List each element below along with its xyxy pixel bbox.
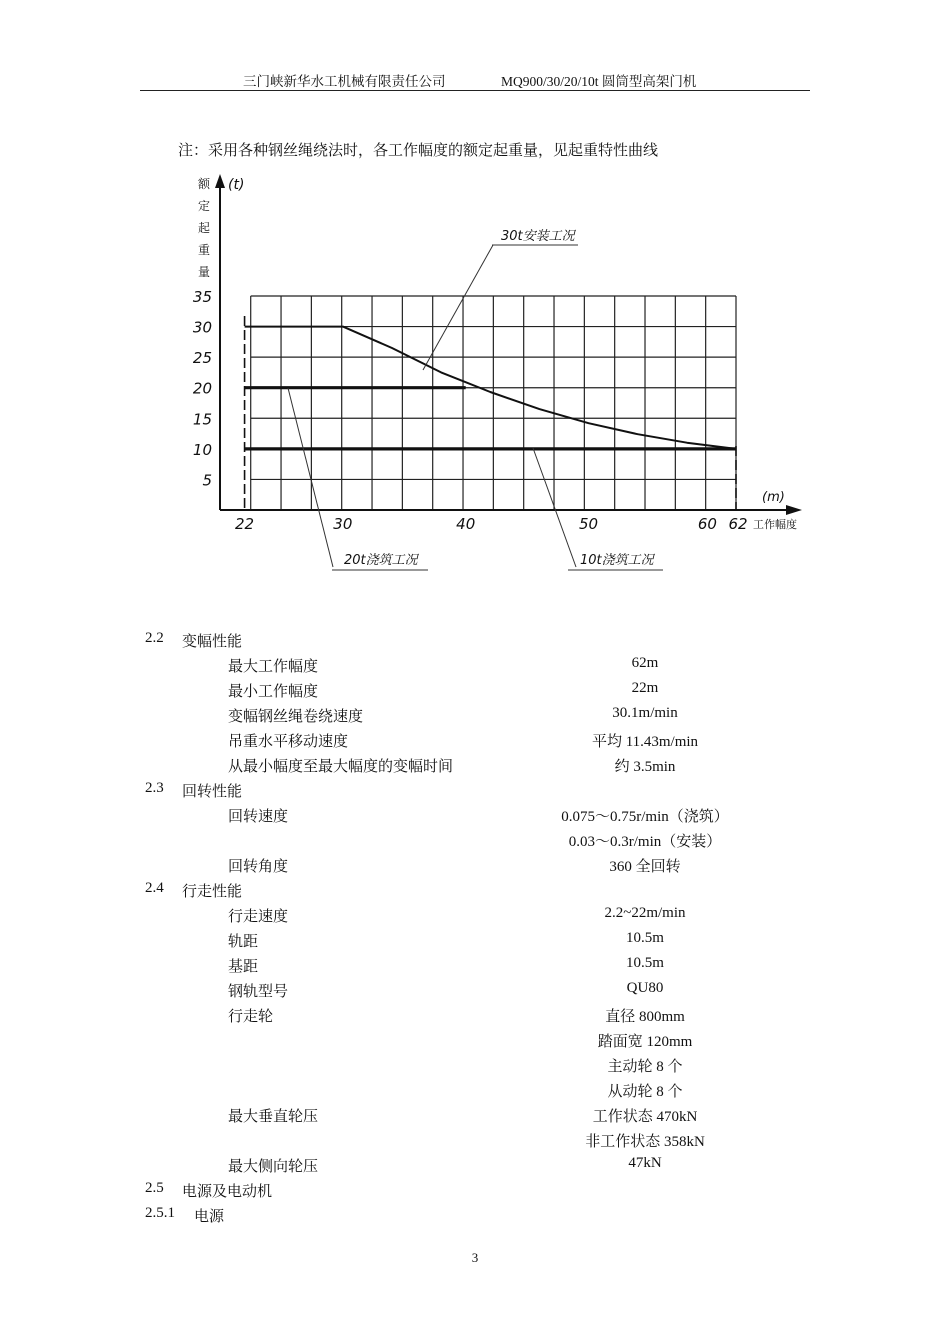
spec-value: 10.5m bbox=[626, 955, 664, 971]
spec-label: 回转角度 bbox=[228, 859, 289, 875]
spec-value: 工作状态 470kN bbox=[592, 1109, 698, 1125]
y-tick-label: 25 bbox=[192, 349, 212, 368]
y-tick-label: 20 bbox=[192, 379, 212, 398]
spec-value: 主动轮 8 个 bbox=[607, 1059, 683, 1075]
spec-value: 22m bbox=[631, 680, 659, 696]
spec-value: 0.03～0.3r/min（安装） bbox=[568, 834, 722, 850]
spec-value: 约 3.5min bbox=[614, 759, 676, 775]
section-title: 电源及电动机 bbox=[182, 1184, 273, 1200]
spec-value: 2.2~22m/min bbox=[604, 905, 686, 921]
spec-value: 47kN bbox=[628, 1155, 662, 1171]
series-label-10t: 10t浇筑工况 bbox=[580, 553, 654, 568]
spec-label: 吊重水平移动速度 bbox=[228, 734, 349, 750]
y-tick-label: 30 bbox=[192, 318, 212, 337]
chart-axes bbox=[215, 174, 802, 515]
x-tick-label: 50 bbox=[579, 515, 599, 533]
x-axis-label: 工作幅度 bbox=[753, 518, 797, 531]
spec-value: 0.075～0.75r/min（浇筑） bbox=[561, 809, 729, 825]
y-axis-label-char: 量 bbox=[197, 265, 211, 279]
section-number: 2.3 bbox=[145, 780, 164, 796]
section-title: 行走性能 bbox=[182, 884, 243, 900]
y-tick-label: 5 bbox=[202, 471, 212, 490]
spec-label: 从最小幅度至最大幅度的变幅时间 bbox=[228, 759, 454, 775]
spec-label: 行走轮 bbox=[228, 1009, 274, 1025]
x-axis-arrow bbox=[786, 505, 802, 515]
x-tick-label: 62 bbox=[728, 515, 748, 533]
spec-label: 变幅钢丝绳卷绕速度 bbox=[228, 709, 364, 725]
spec-value: 非工作状态 358kN bbox=[585, 1134, 705, 1150]
spec-value: 30.1m/min bbox=[612, 705, 678, 721]
spec-label: 最大垂直轮压 bbox=[228, 1109, 319, 1125]
spec-value: QU80 bbox=[626, 980, 664, 996]
chart-note: 注：采用各种钢丝绳绕法时，各工作幅度的额定起重量，见起重特性曲线 bbox=[178, 143, 659, 159]
company-name: 三门峡新华水工机械有限责任公司 bbox=[243, 74, 446, 89]
series-label-20t: 20t浇筑工况 bbox=[344, 553, 418, 568]
section-number: 2.4 bbox=[145, 880, 164, 896]
y-tick-label: 10 bbox=[192, 440, 212, 459]
spec-label: 最大工作幅度 bbox=[228, 659, 319, 675]
x-tick-label: 60 bbox=[697, 515, 717, 533]
page-number: 3 bbox=[471, 1250, 479, 1265]
y-axis-label-char: 重 bbox=[197, 243, 211, 257]
section-number: 2.2 bbox=[145, 630, 164, 646]
spec-label: 最大侧向轮压 bbox=[228, 1159, 319, 1175]
leader-line bbox=[423, 245, 493, 370]
spec-value: 平均 11.43m/min bbox=[591, 734, 699, 750]
section-number: 2.5 bbox=[145, 1180, 164, 1196]
model-name: MQ900/30/20/10t 圆筒型高架门机 bbox=[501, 74, 697, 89]
x-axis-unit: (m) bbox=[762, 490, 785, 505]
chart-series bbox=[245, 245, 736, 570]
chart-grid bbox=[251, 296, 736, 510]
y-axis-arrow bbox=[215, 174, 225, 188]
y-tick-label: 35 bbox=[192, 288, 212, 306]
subsection-number: 2.5.1 bbox=[145, 1205, 175, 1221]
spec-value: 62m bbox=[631, 655, 659, 671]
spec-label: 钢轨型号 bbox=[228, 984, 289, 1000]
x-tick-label: 30 bbox=[333, 515, 353, 533]
spec-label: 基距 bbox=[228, 959, 259, 975]
section-title: 回转性能 bbox=[182, 784, 243, 800]
spec-label: 最小工作幅度 bbox=[228, 684, 319, 700]
leader-line bbox=[288, 388, 333, 567]
spec-value: 踏面宽 120mm bbox=[597, 1034, 693, 1050]
y-axis-label-char: 额 bbox=[197, 177, 211, 191]
series-label-30t: 30t安装工况 bbox=[501, 229, 575, 244]
x-tick-label: 22 bbox=[235, 515, 255, 533]
load-capacity-chart bbox=[168, 160, 820, 590]
spec-value: 直径 800mm bbox=[605, 1009, 685, 1025]
spec-value: 10.5m bbox=[626, 930, 664, 946]
x-tick-label: 40 bbox=[456, 515, 476, 533]
spec-value: 360 全回转 bbox=[609, 859, 681, 875]
spec-value: 从动轮 8 个 bbox=[607, 1084, 683, 1100]
y-axis-unit: (t) bbox=[228, 177, 245, 193]
spec-label: 回转速度 bbox=[228, 809, 289, 825]
page-header bbox=[140, 70, 810, 91]
section-title: 变幅性能 bbox=[182, 634, 243, 650]
subsection-title: 电源 bbox=[194, 1209, 225, 1225]
y-tick-label: 15 bbox=[192, 410, 212, 429]
y-axis-label-char: 起 bbox=[197, 221, 211, 235]
spec-label: 轨距 bbox=[228, 934, 259, 950]
y-axis-label-char: 定 bbox=[197, 199, 211, 213]
spec-label: 行走速度 bbox=[228, 909, 289, 925]
